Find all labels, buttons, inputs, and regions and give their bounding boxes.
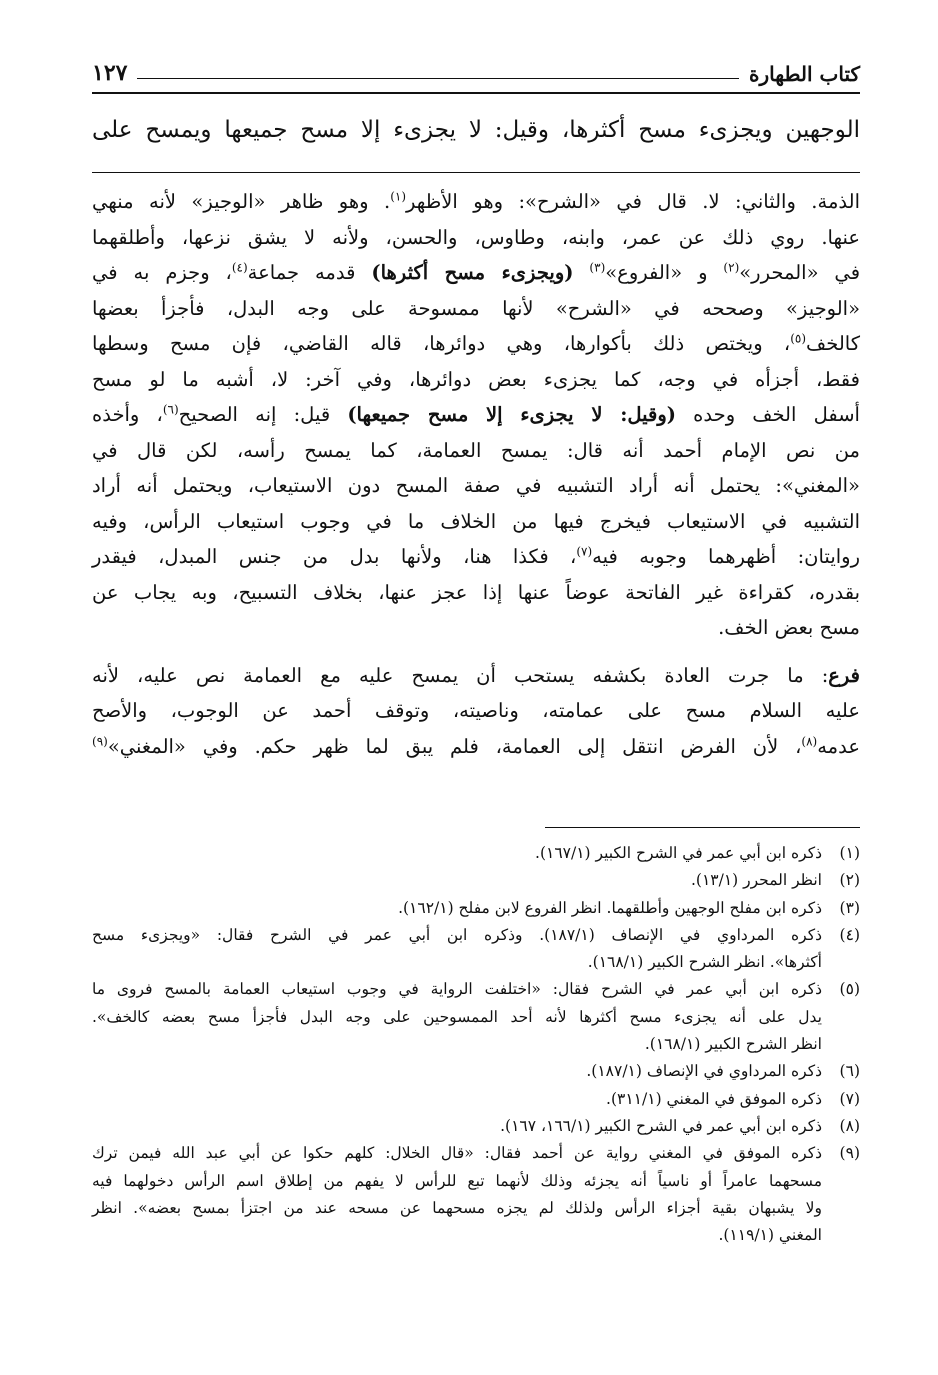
text-line	[92, 291, 860, 327]
footnote-line: أكثرها». انظر الشرح الكبير (١٦٨/١).	[587, 953, 822, 972]
footnote-item	[92, 1058, 860, 1085]
book-title: كتاب الطهارة	[749, 62, 860, 86]
footnote-line: ذكره ابن مفلح الوجهين وأطلقهما. انظر الفروع لابن مفلح (١٦٢/١).	[398, 898, 822, 917]
text-run: ، ويختص ذلك بأكوارها، وهي دوائرها، قاله القاضي، فإن مسح وسطها	[92, 332, 791, 355]
footnote-line: ذكره ابن أبي عمر في الشرح فقال: «اختلفت الرواية في وجوب استيعاب العمامة بالمسح فروى ما	[92, 980, 822, 999]
footnote-marker: (٥)	[790, 331, 807, 346]
footnote-text	[92, 895, 822, 922]
footnote-line: ذكره ابن أبي عمر في الشرح الكبير (١٦٧/١).	[535, 844, 822, 862]
commentary-paragraph	[92, 184, 860, 646]
footnote-text	[92, 1086, 822, 1113]
text-run: أسفل الخف وحده	[676, 403, 860, 426]
matn-text: الوجهين ويجزىء مسح أكثرها، وقيل: لا يجزىء إلا مسح جميعها ويمسح على	[92, 117, 860, 143]
footnote-item	[92, 895, 860, 922]
footnote-marker: (٨)	[801, 734, 818, 748]
footnote-marker: (٦)	[162, 402, 179, 417]
text-line	[92, 326, 860, 362]
text-run: كالخف	[806, 332, 860, 355]
footnote-line: ذكره المرداوي في الإنصاف (١٨٧/١).	[586, 1062, 822, 1081]
text-run: . وهو ظاهر «الوجيز» لأنه منهي	[92, 190, 391, 213]
text-run: ، وجزم به في	[92, 261, 232, 284]
footnote-item	[92, 840, 860, 867]
matn-divider	[92, 172, 860, 173]
footnote-marker: (٩)	[92, 734, 108, 748]
footnote-number: (٧)	[839, 1089, 860, 1108]
text-line	[92, 397, 860, 433]
footnote-line: انظر الشرح الكبير (١٦٨/١).	[644, 1035, 822, 1054]
text-run: التشبيه في الاستيعاب فيخرج فيها من الخلاف ما في وجوب استيعاب الرأس، وفيه	[92, 509, 860, 533]
footnote-line: انظر المحرر (١٣/١).	[690, 871, 822, 890]
footnote-line: ولا يشبهان بقية أجزاء الرأس ولذلك لم يجزه مسحهما عن مسحه عند من اجتزأ بمسح بعضه». انظر	[92, 1198, 822, 1217]
footnote-item	[92, 867, 860, 894]
text-line	[92, 255, 860, 291]
footnote-number: (١)	[839, 844, 860, 862]
text-run: عدمه	[817, 734, 860, 758]
footnote-item	[92, 976, 860, 1058]
text-run: ، فكذا هنا، ولأنها بدل من جنس المبدل، فيقدر	[92, 545, 577, 568]
text-run: : ما جرت العادة بكشفه يستحب أن يمسح عليه مع العمامة نص عليه، لأنه	[92, 663, 829, 687]
header-rule	[137, 78, 739, 79]
text-line	[92, 575, 860, 611]
text-run: من نص الإمام أحمد أنه قال: يمسح العمامة، كما يمسح رأسه، لكن قال في	[92, 438, 860, 462]
text-run: فقط، أجزأه في وجه، كما يجزىء بعض دوائرها، وفي آخر: لا، أشبه ما لو مسح	[92, 367, 860, 391]
text-run: «المغني»: يحتمل أنه أراد التشبيه في صفة المسح دون الاستيعاب، ويحتمل أنه أراد	[92, 474, 860, 497]
footnote-marker: (١)	[390, 189, 407, 204]
text-run: ، لأن الفرض انتقل إلى العمامة، فلم يبق لما ظهر حكم. وفي «المغني»	[107, 734, 802, 758]
text-run: مسح بعض الخف.	[718, 616, 860, 639]
footnote-text	[92, 922, 822, 977]
text-line	[92, 362, 860, 398]
footnote-item	[92, 1086, 860, 1113]
text-line	[92, 504, 860, 540]
footnote-divider	[545, 827, 860, 828]
footnote-item	[92, 1113, 860, 1140]
footnote-marker: (٢)	[723, 260, 740, 275]
text-run: بقدره، كقراءة غير الفاتحة عوضاً عنها إذا عجز عنها، بخلاف التسبيح، وبه يجاب عن	[92, 580, 860, 604]
bold-text: (ويجزىء مسح أكثرها)	[371, 261, 574, 284]
text-run: عليه السلام مسح على عمامته، وناصيته، وتوقف أحمد عن الوجوب، والأصح	[92, 699, 860, 722]
footnote-item	[92, 922, 860, 977]
footnote-marker: (٧)	[576, 544, 593, 559]
text-run: ، وأخذه	[92, 403, 163, 426]
footnote-number: (٢)	[839, 871, 860, 890]
text-run: «الوجيز» وصححه في «الشرح» لأنها ممسوحة على وجه البدل، فأجزأ بعضها	[92, 296, 860, 320]
text-run: و «الفروع»	[605, 261, 724, 284]
footnote-number: (٥)	[839, 980, 860, 999]
text-line	[92, 729, 860, 765]
page-number: ١٢٧	[92, 60, 128, 86]
text-line	[92, 184, 860, 220]
footnote-line: مسحهما عامراً أو ناسياً أنه يجزئه وذلك لأنهما تبع للرأس لا يفهم من إطلاق اسم الرأس دخولهما فيه	[92, 1171, 822, 1190]
footnote-text	[92, 840, 822, 867]
footnote-line: ذكره المرداوي في الإنصاف (١٨٧/١). وذكره ابن أبي عمر في الشرح فقال: «ويجزىء مسح	[92, 925, 822, 944]
text-run: في «المحرر»	[739, 261, 861, 284]
footnote-number: (٤)	[839, 925, 860, 944]
text-run: عنها. روي ذلك عن عمر، وابنه، وطاوس، والحسن، ولأنه لا يشق نزعها، وأطلقهما	[92, 225, 860, 249]
footnote-marker: (٤)	[231, 260, 248, 275]
text-line	[92, 610, 860, 646]
text-line	[92, 433, 860, 469]
footnote-line: ذكره ابن أبي عمر في الشرح الكبير (١٦٦/١، ١٦٧).	[500, 1116, 822, 1135]
footnote-line: ذكره الموفق في المغني (٣١١/١).	[606, 1089, 822, 1108]
footnote-item	[92, 1140, 860, 1249]
header-divider	[92, 92, 860, 94]
text-line	[92, 468, 860, 504]
bold-text: فرع	[828, 663, 860, 687]
text-run: روايتان: أظهرهما وجوبه فيه	[592, 545, 860, 568]
text-line	[92, 658, 860, 694]
footnote-text	[92, 1140, 822, 1249]
footnote-number: (٣)	[839, 898, 860, 917]
text-line	[92, 693, 860, 729]
footnote-text	[92, 1058, 822, 1085]
footnote-line: ذكره الموفق في المغني رواية عن أحمد فقال: «قال الخلال: كلهم حكوا عن أبي عبد الله فيمن ترك	[92, 1144, 822, 1163]
footnote-text	[92, 867, 822, 894]
text-line	[92, 539, 860, 575]
text-line	[92, 220, 860, 256]
commentary-body	[92, 184, 860, 764]
footnotes	[92, 840, 860, 1249]
far-paragraph	[92, 658, 860, 765]
footnote-number: (٨)	[839, 1116, 860, 1135]
footnote-line: المغني (١١٩/١).	[718, 1226, 822, 1245]
footnote-text	[92, 1113, 822, 1140]
footnote-number: (٩)	[839, 1144, 860, 1163]
running-header	[92, 46, 860, 86]
text-run: الذمة. والثاني: لا. قال في «الشرح»: وهو الأظهر	[406, 190, 860, 213]
bold-text: (وقيل: لا يجزىء إلا مسح جميعها)	[347, 403, 677, 426]
footnote-number: (٦)	[839, 1062, 860, 1081]
footnote-text	[92, 976, 822, 1058]
footnote-line: يدل على أنه يجزىء مسح أكثرها لأنه أحد الممسوحين على وجه البدل فأجزأ مسح بعضه كالخف».	[92, 1007, 822, 1026]
text-run: قيل: إنه الصحيح	[178, 403, 348, 426]
footnote-marker: (٣)	[589, 260, 606, 275]
text-run	[573, 261, 589, 284]
text-run: قدمه جماعة	[247, 261, 372, 284]
